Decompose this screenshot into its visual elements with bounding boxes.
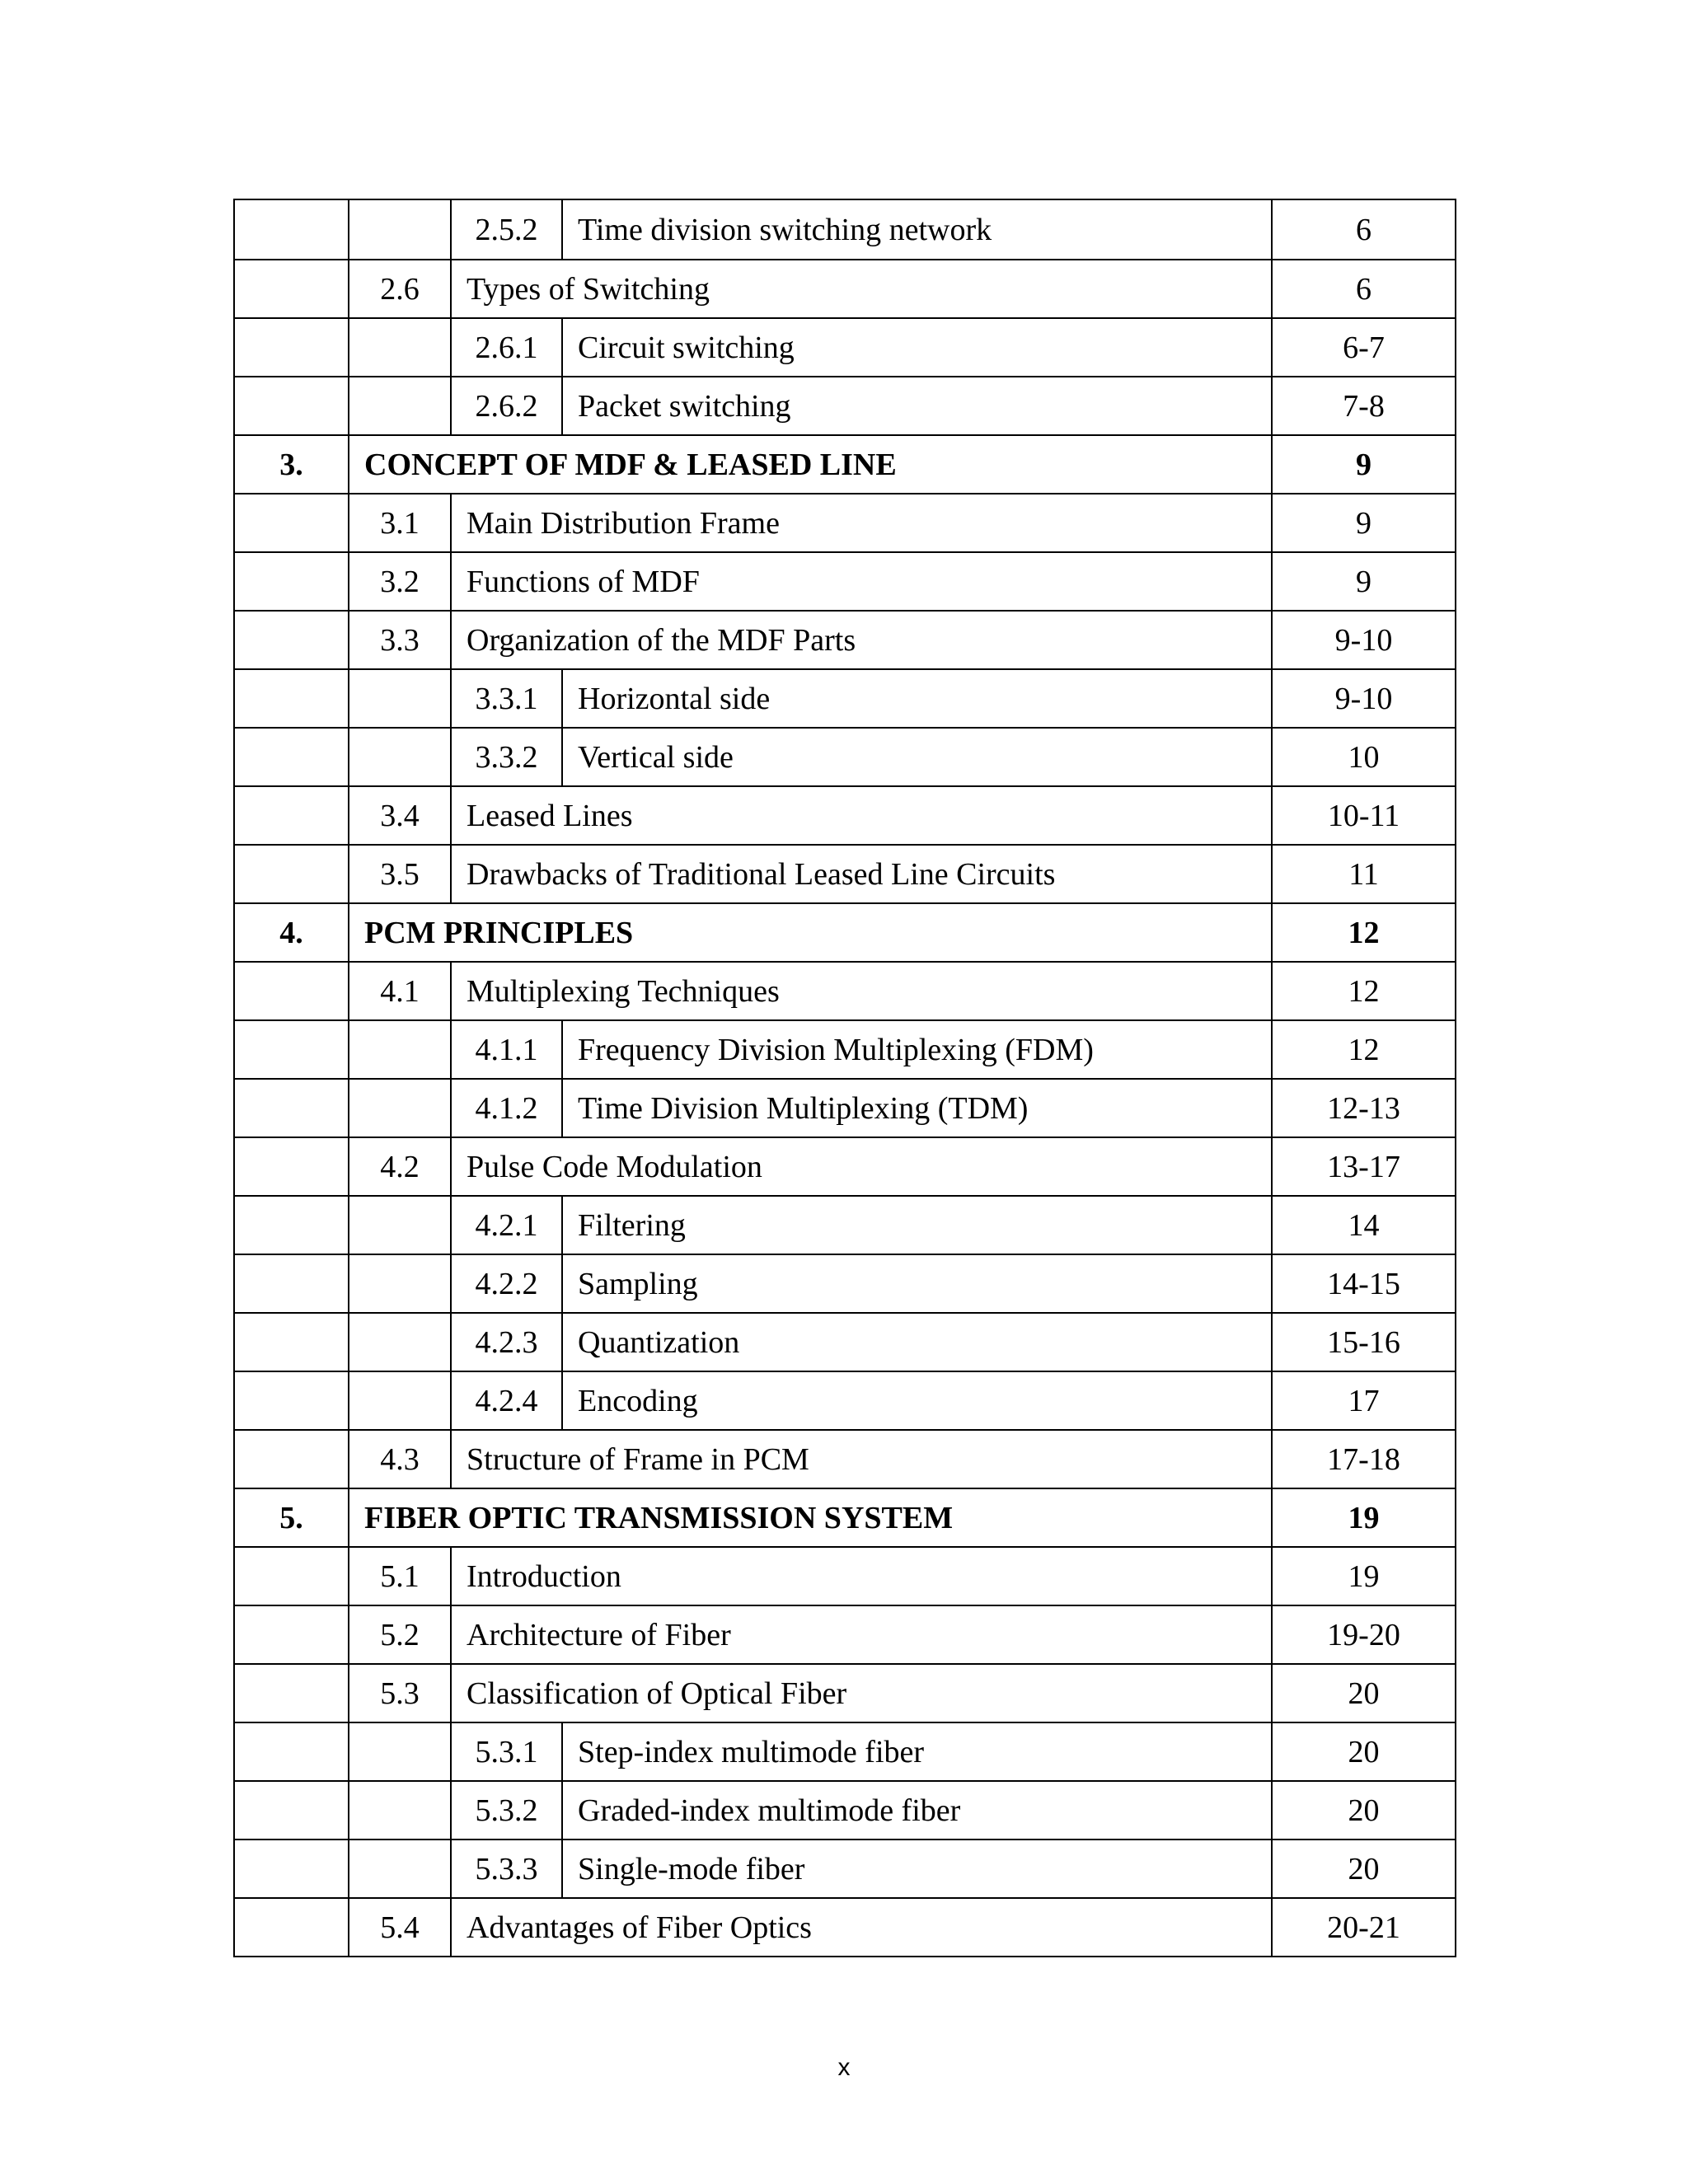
page-range: 19 xyxy=(1348,1500,1380,1535)
subsection-number: 3.3.1 xyxy=(475,681,538,716)
section-number: 5.3 xyxy=(380,1675,420,1711)
page-range: 12 xyxy=(1348,1032,1380,1067)
toc-section-row xyxy=(235,1137,1455,1195)
page-range: 9-10 xyxy=(1334,681,1393,716)
subsection-title: Graded-index multimode fiber xyxy=(578,1793,961,1828)
chapter-title: PCM PRINCIPLES xyxy=(364,915,634,950)
column-divider xyxy=(348,319,349,376)
subsection-number: 5.3.2 xyxy=(475,1793,538,1828)
toc-section-row xyxy=(235,844,1455,902)
section-title: Architecture of Fiber xyxy=(467,1617,731,1652)
subsection-title: Packet switching xyxy=(578,388,791,424)
toc-subsection-row xyxy=(235,376,1455,434)
toc-section-row xyxy=(235,259,1455,317)
toc-subsection-row xyxy=(235,200,1455,259)
page-range: 20 xyxy=(1348,1793,1380,1828)
column-divider xyxy=(348,377,349,434)
subsection-number: 2.6.1 xyxy=(475,330,538,365)
page-range: 12 xyxy=(1348,973,1380,1009)
section-number: 3.5 xyxy=(380,856,420,892)
subsection-title: Encoding xyxy=(578,1383,698,1418)
page-range: 19 xyxy=(1348,1558,1380,1594)
page-range: 20 xyxy=(1348,1734,1380,1769)
subsection-title: Time division switching network xyxy=(578,212,992,247)
subsection-number: 4.1.1 xyxy=(475,1032,538,1067)
toc-chapter-row xyxy=(235,902,1455,961)
section-number: 5.1 xyxy=(380,1558,420,1594)
subsection-number: 2.6.2 xyxy=(475,388,538,424)
section-number: 5.2 xyxy=(380,1617,420,1652)
column-divider xyxy=(348,1840,349,1897)
subsection-number: 4.1.2 xyxy=(475,1090,538,1126)
section-number: 3.4 xyxy=(380,798,420,833)
page-range: 11 xyxy=(1348,856,1379,892)
page-range: 9 xyxy=(1356,447,1372,482)
chapter-number: 3. xyxy=(279,447,303,482)
subsection-number: 3.3.2 xyxy=(475,739,538,775)
toc-section-row xyxy=(235,610,1455,668)
toc-section-row xyxy=(235,1546,1455,1605)
toc-subsection-row xyxy=(235,1195,1455,1254)
page-range: 12-13 xyxy=(1327,1090,1400,1126)
page-range: 14-15 xyxy=(1327,1266,1400,1301)
toc-chapter-row xyxy=(235,434,1455,493)
toc-subsection-row xyxy=(235,1019,1455,1078)
toc-section-row xyxy=(235,785,1455,844)
section-number: 3.3 xyxy=(380,622,420,658)
section-title: Leased Lines xyxy=(467,798,633,833)
subsection-title: Time Division Multiplexing (TDM) xyxy=(578,1090,1029,1126)
chapter-number: 4. xyxy=(279,915,303,950)
column-divider xyxy=(348,200,349,259)
chapter-number: 5. xyxy=(279,1500,303,1535)
toc-subsection-row xyxy=(235,1839,1455,1897)
column-divider xyxy=(348,729,349,785)
table-of-contents xyxy=(233,199,1456,1957)
column-divider xyxy=(348,1372,349,1429)
chapter-title: FIBER OPTIC TRANSMISSION SYSTEM xyxy=(364,1500,954,1535)
subsection-number: 5.3.1 xyxy=(475,1734,538,1769)
section-title: Organization of the MDF Parts xyxy=(467,622,856,658)
page-number: x xyxy=(837,2054,851,2081)
column-divider xyxy=(348,670,349,727)
section-title: Classification of Optical Fiber xyxy=(467,1675,847,1711)
subsection-title: Filtering xyxy=(578,1207,686,1243)
column-divider xyxy=(348,1782,349,1839)
page-range: 7-8 xyxy=(1343,388,1385,424)
toc-section-row xyxy=(235,1663,1455,1722)
column-divider xyxy=(348,1723,349,1780)
page-range: 9-10 xyxy=(1334,622,1393,658)
page-range: 14 xyxy=(1348,1207,1380,1243)
section-number: 3.1 xyxy=(380,505,420,541)
subsection-number: 2.5.2 xyxy=(475,212,538,247)
section-title: Structure of Frame in PCM xyxy=(467,1441,809,1477)
subsection-title: Single-mode fiber xyxy=(578,1851,805,1886)
page-range: 9 xyxy=(1356,505,1372,541)
subsection-title: Step-index multimode fiber xyxy=(578,1734,925,1769)
toc-subsection-row xyxy=(235,317,1455,376)
page-range: 20 xyxy=(1348,1851,1380,1886)
page-range: 12 xyxy=(1348,915,1380,950)
page-range: 15-16 xyxy=(1327,1324,1400,1360)
section-number: 2.6 xyxy=(380,271,420,307)
page-range: 10-11 xyxy=(1327,798,1400,833)
section-number: 3.2 xyxy=(380,564,420,599)
page-range: 20 xyxy=(1348,1675,1380,1711)
page-range: 6-7 xyxy=(1343,330,1385,365)
section-title: Drawbacks of Traditional Leased Line Circuits xyxy=(467,856,1056,892)
subsection-title: Quantization xyxy=(578,1324,740,1360)
section-number: 4.3 xyxy=(380,1441,420,1477)
toc-section-row xyxy=(235,1429,1455,1488)
subsection-number: 5.3.3 xyxy=(475,1851,538,1886)
page-range: 20-21 xyxy=(1327,1910,1400,1945)
toc-section-row xyxy=(235,1897,1455,1956)
section-number: 4.1 xyxy=(380,973,420,1009)
chapter-title: CONCEPT OF MDF & LEASED LINE xyxy=(364,447,897,482)
section-title: Introduction xyxy=(467,1558,621,1594)
toc-subsection-row xyxy=(235,1371,1455,1429)
section-title: Pulse Code Modulation xyxy=(467,1149,762,1184)
subsection-title: Horizontal side xyxy=(578,681,771,716)
page-range: 9 xyxy=(1356,564,1372,599)
section-title: Multiplexing Techniques xyxy=(467,973,780,1009)
page-range: 6 xyxy=(1356,212,1372,247)
subsection-title: Vertical side xyxy=(578,739,734,775)
toc-subsection-row xyxy=(235,1722,1455,1780)
subsection-number: 4.2.1 xyxy=(475,1207,538,1243)
page-range: 10 xyxy=(1348,739,1380,775)
page-range: 13-17 xyxy=(1327,1149,1400,1184)
toc-subsection-row xyxy=(235,1780,1455,1839)
section-title: Advantages of Fiber Optics xyxy=(467,1910,812,1945)
toc-section-row xyxy=(235,1605,1455,1663)
section-number: 5.4 xyxy=(380,1910,420,1945)
toc-subsection-row xyxy=(235,668,1455,727)
toc-chapter-row xyxy=(235,1488,1455,1546)
toc-section-row xyxy=(235,961,1455,1019)
toc-subsection-row xyxy=(235,727,1455,785)
column-divider xyxy=(348,1314,349,1371)
toc-subsection-row xyxy=(235,1312,1455,1371)
section-title: Functions of MDF xyxy=(467,564,700,599)
toc-section-row xyxy=(235,493,1455,551)
section-title: Types of Switching xyxy=(467,271,710,307)
subsection-number: 4.2.4 xyxy=(475,1383,538,1418)
page-range: 17-18 xyxy=(1327,1441,1400,1477)
toc-subsection-row xyxy=(235,1078,1455,1137)
subsection-title: Circuit switching xyxy=(578,330,795,365)
section-number: 4.2 xyxy=(380,1149,420,1184)
page-range: 19-20 xyxy=(1327,1617,1400,1652)
column-divider xyxy=(348,1197,349,1254)
subsection-number: 4.2.2 xyxy=(475,1266,538,1301)
section-title: Main Distribution Frame xyxy=(467,505,780,541)
page-range: 17 xyxy=(1348,1383,1380,1418)
column-divider xyxy=(348,1255,349,1312)
page-range: 6 xyxy=(1356,271,1372,307)
subsection-title: Frequency Division Multiplexing (FDM) xyxy=(578,1032,1094,1067)
toc-subsection-row xyxy=(235,1254,1455,1312)
subsection-title: Sampling xyxy=(578,1266,698,1301)
subsection-number: 4.2.3 xyxy=(475,1324,538,1360)
toc-section-row xyxy=(235,551,1455,610)
column-divider xyxy=(348,1080,349,1137)
column-divider xyxy=(348,1021,349,1078)
